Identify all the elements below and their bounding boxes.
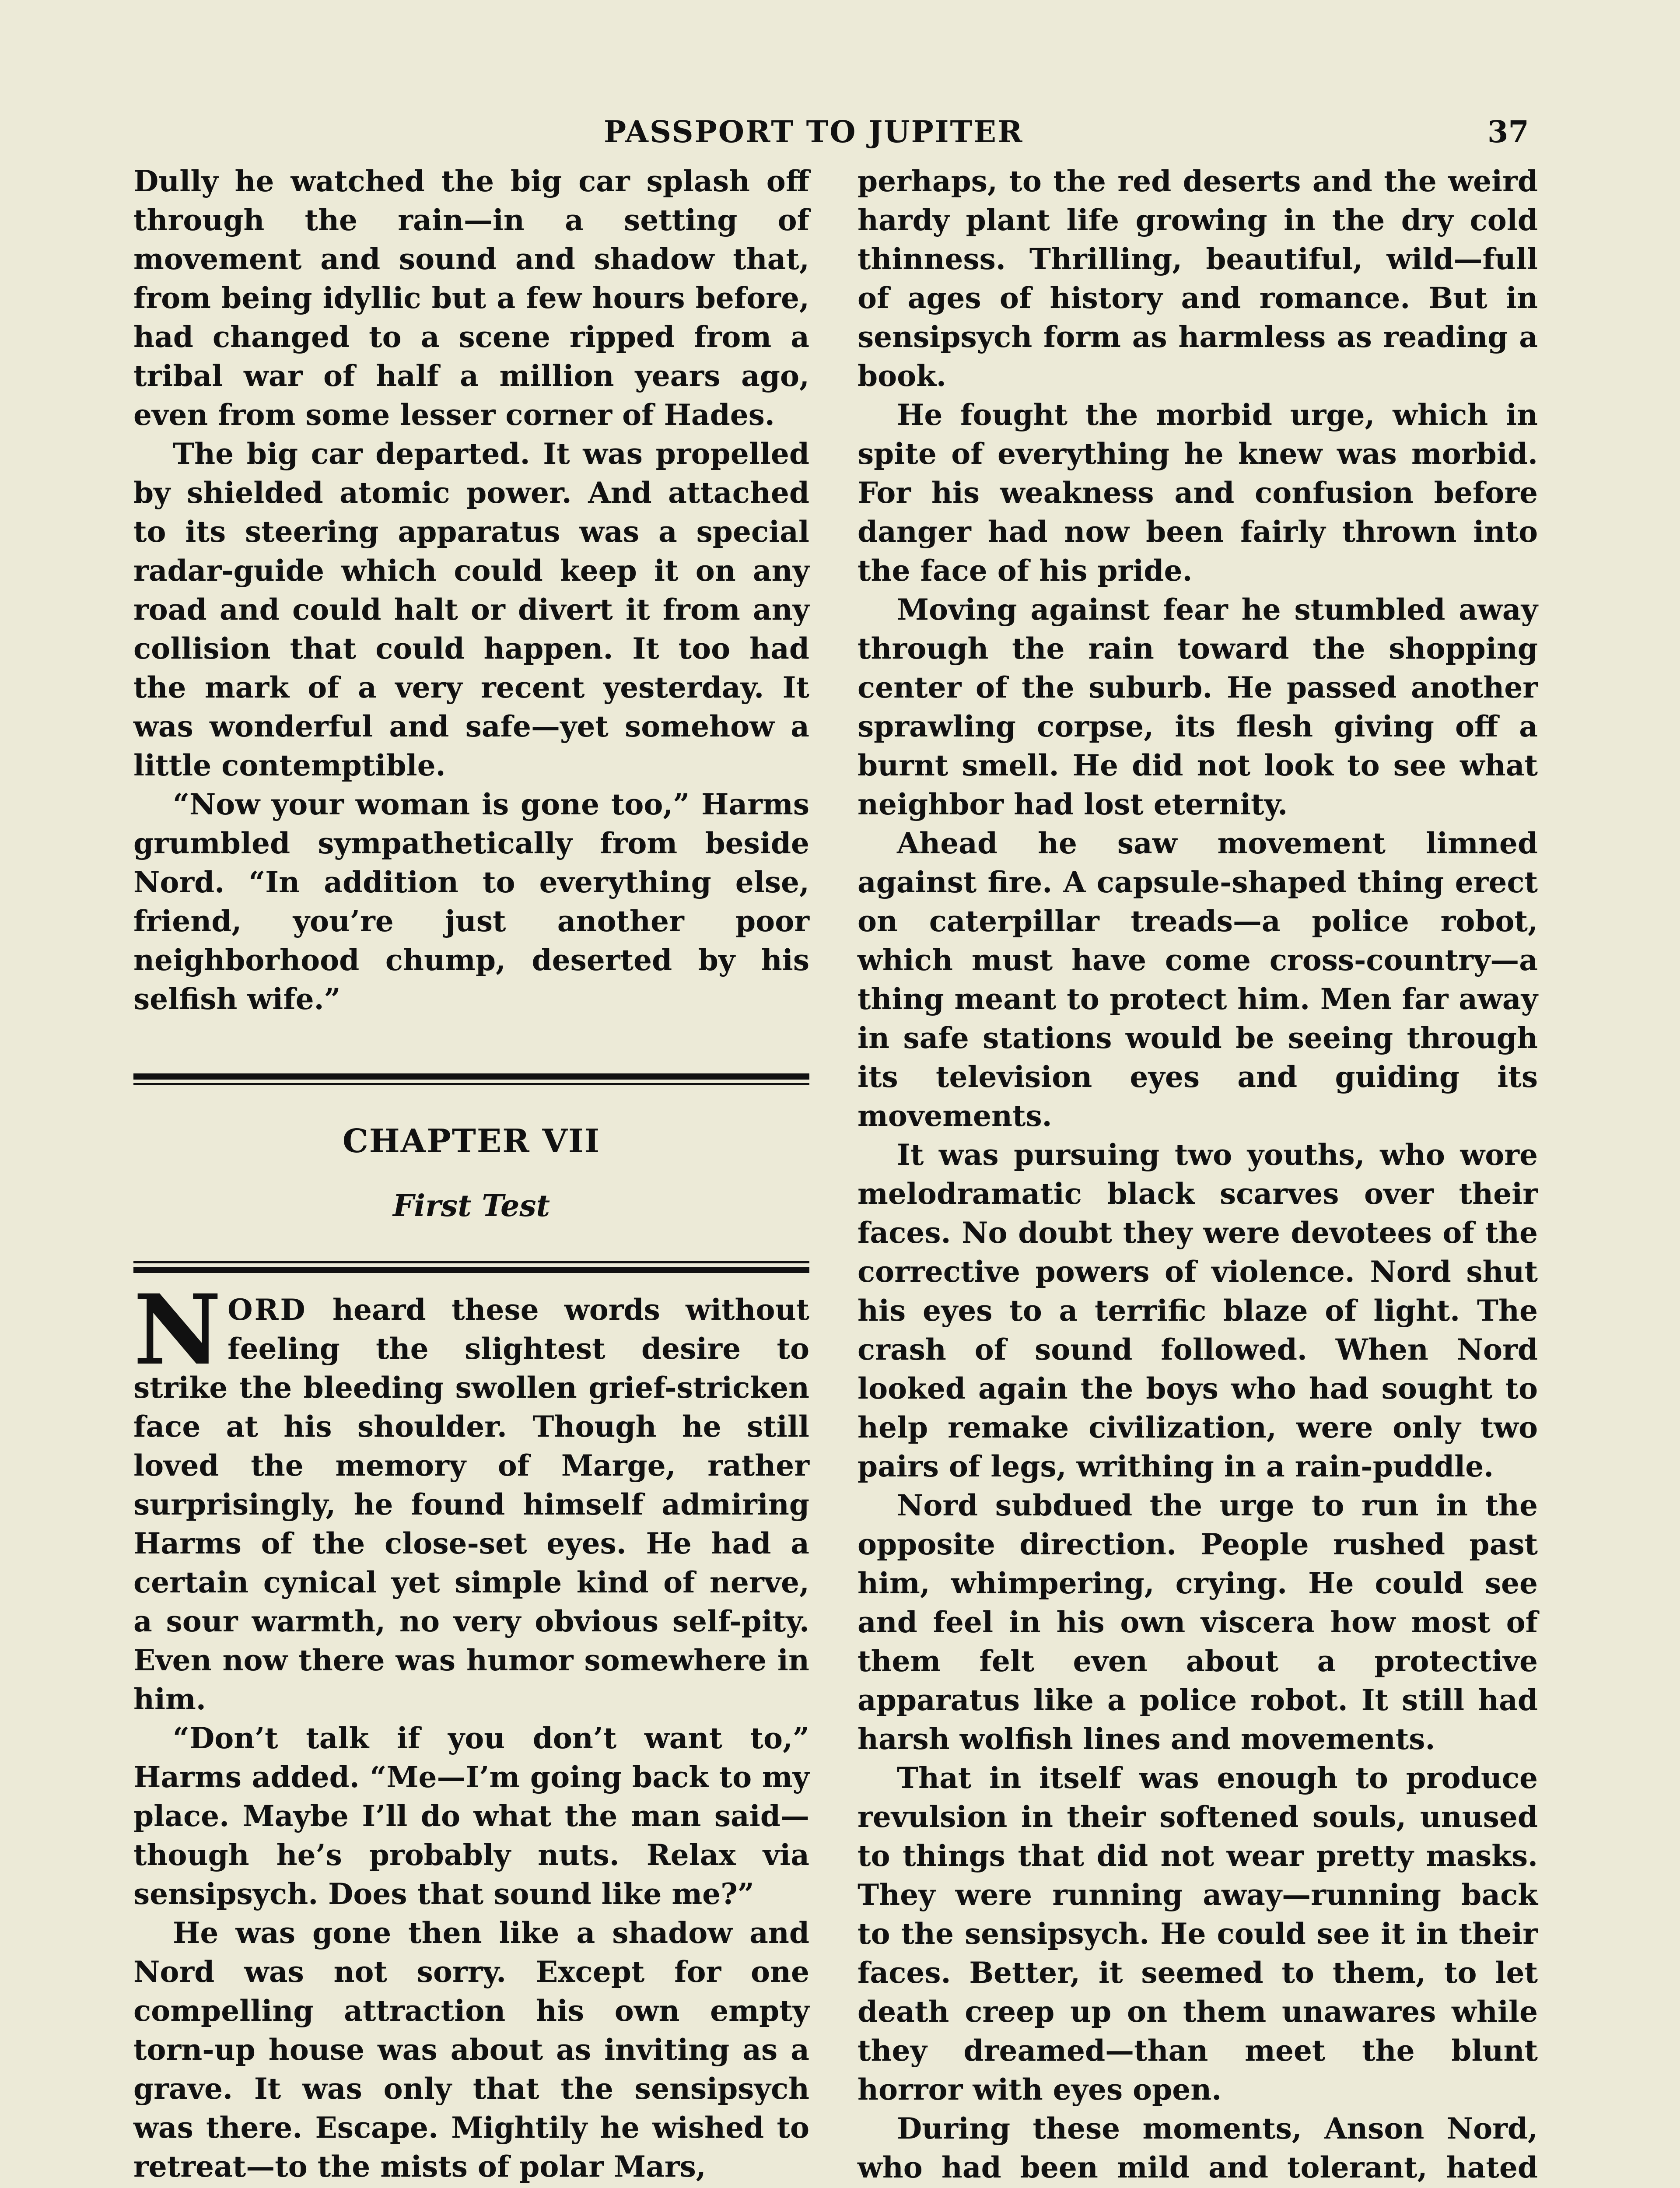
- paragraph: He fought the morbid urge, which in spite of everything he knew was morbid. For his weakness and confusion before danger had now been fairly thrown into the face of his pride.: [858, 398, 1538, 588]
- paragraph-text: heard these words without feeling the slightest desire to strike the bleeding swollen grief-stricken face at his shoulder. Though he still loved the memory of Marge, rather surprisingly, he found himself admiring Harms of the close-set eyes. He had a certain cynical yet simple kind of nerve, a sour warmth, no very obvious self-pity. Even now there was humor somewhere in him.: [133, 1293, 809, 1717]
- paragraph: Moving against fear he stumbled away through the rain toward the shopping center of the suburb. He passed another sprawling corpse, its flesh giving off a burnt smell. He did not look to see what neighbor had lost eternity.: [858, 593, 1538, 821]
- drop-cap: N: [133, 1273, 222, 1387]
- paragraph: It was pursuing two youths, who wore melodramatic black scarves over their faces. No doubt they were devotees of the corrective powers of violence. Nord shut his eyes to a terrific blaze of light. The crash of sound followed. When Nord looked again the boys who had sought to help remake civilization, were only two pairs of legs, writhing in a rain-puddle.: [858, 1138, 1538, 1483]
- paragraph: “Don’t talk if you don’t want to,” Harms added. “Me—I’m going back to my place. Maybe I’ll do what the man said—though he’s probably nuts. Relax via sensipsych. Does that sound like me?”: [133, 1721, 809, 1911]
- thick-rule: [133, 1073, 809, 1080]
- top-rule: [133, 1073, 809, 1085]
- left-column: [133, 162, 809, 2186]
- page-number: 37: [1488, 115, 1529, 150]
- paragraph: That in itself was enough to produce revulsion in their softened souls, unused to things that did not wear pretty masks. They were running away—running back to the sensipsych. He could see it in their faces. Better, it seemed to them, to let death creep up on them unawares while they dreamed—than meet the blunt horror with eyes open.: [858, 1761, 1538, 2107]
- chapter-first-paragraph: [133, 1273, 809, 1719]
- chapter-title: CHAPTER VII: [342, 1122, 601, 1160]
- paragraph: perhaps, to the red deserts and the weird hardy plant life growing in the dry cold thinness. Thrilling, beautiful, wild—full of ages of history and romance. But in sensipsych form as harmless as reading a book.: [858, 164, 1538, 393]
- chapter-subtitle: First Test: [392, 1189, 550, 1224]
- paragraph: Dully he watched the big car splash off through the rain—in a setting of movement and sound and shadow that, from being idyllic but a few hours before, had changed to a scene ripped from a tribal war of half a million years ago, even from some lesser corner of Hades.: [133, 164, 809, 432]
- paragraph: The big car departed. It was propelled by shielded atomic power. And attached to its steering apparatus was a special radar-guide which could keep it on any road and could halt or divert it from any collision that could happen. It too had the mark of a very recent yesterday. It was wonderful and safe—yet somehow a little contemptible.: [133, 437, 809, 782]
- running-title: PASSPORT TO JUPITER: [604, 115, 1024, 150]
- bottom-rule: [133, 1261, 809, 1273]
- paragraph: During these moments, Anson Nord, who had been mild and tolerant, hated: [858, 2111, 1538, 2184]
- thin-rule: [133, 1083, 809, 1085]
- chapter-heading-block: [133, 1073, 809, 1273]
- paragraph: Ahead he saw movement limned against fire. A capsule-shaped thing erect on caterpillar treads—a police robot, which must have come cross-country—a thing meant to protect him. Men far away in safe stations would be seeing through its television eyes and guiding its movements.: [858, 826, 1538, 1133]
- paragraph: “Now your woman is gone too,” Harms grumbled sympathetically from beside Nord. “In addition to everything else, friend, you’re just another poor neighborhood chump, deserted by his selfish wife.”: [133, 787, 809, 1016]
- thick-rule: [133, 1267, 809, 1273]
- first-word: ORD: [228, 1293, 307, 1327]
- right-column: [858, 162, 1538, 2188]
- paragraph: He was gone then like a shadow and Nord was not sorry. Except for one compelling attraction his own empty torn-up house was about as inviting as a grave. It was only that the sensipsych was there. Escape. Mightily he wished to retreat—to the mists of polar Mars,: [133, 1916, 809, 2184]
- paragraph: Nord subdued the urge to run in the opposite direction. People rushed past him, whimpering, crying. He could see and feel in his own viscera how most of them felt even about a protective apparatus like a police robot. It still had harsh wolfish lines and movements.: [858, 1488, 1538, 1756]
- thin-rule: [133, 1261, 809, 1263]
